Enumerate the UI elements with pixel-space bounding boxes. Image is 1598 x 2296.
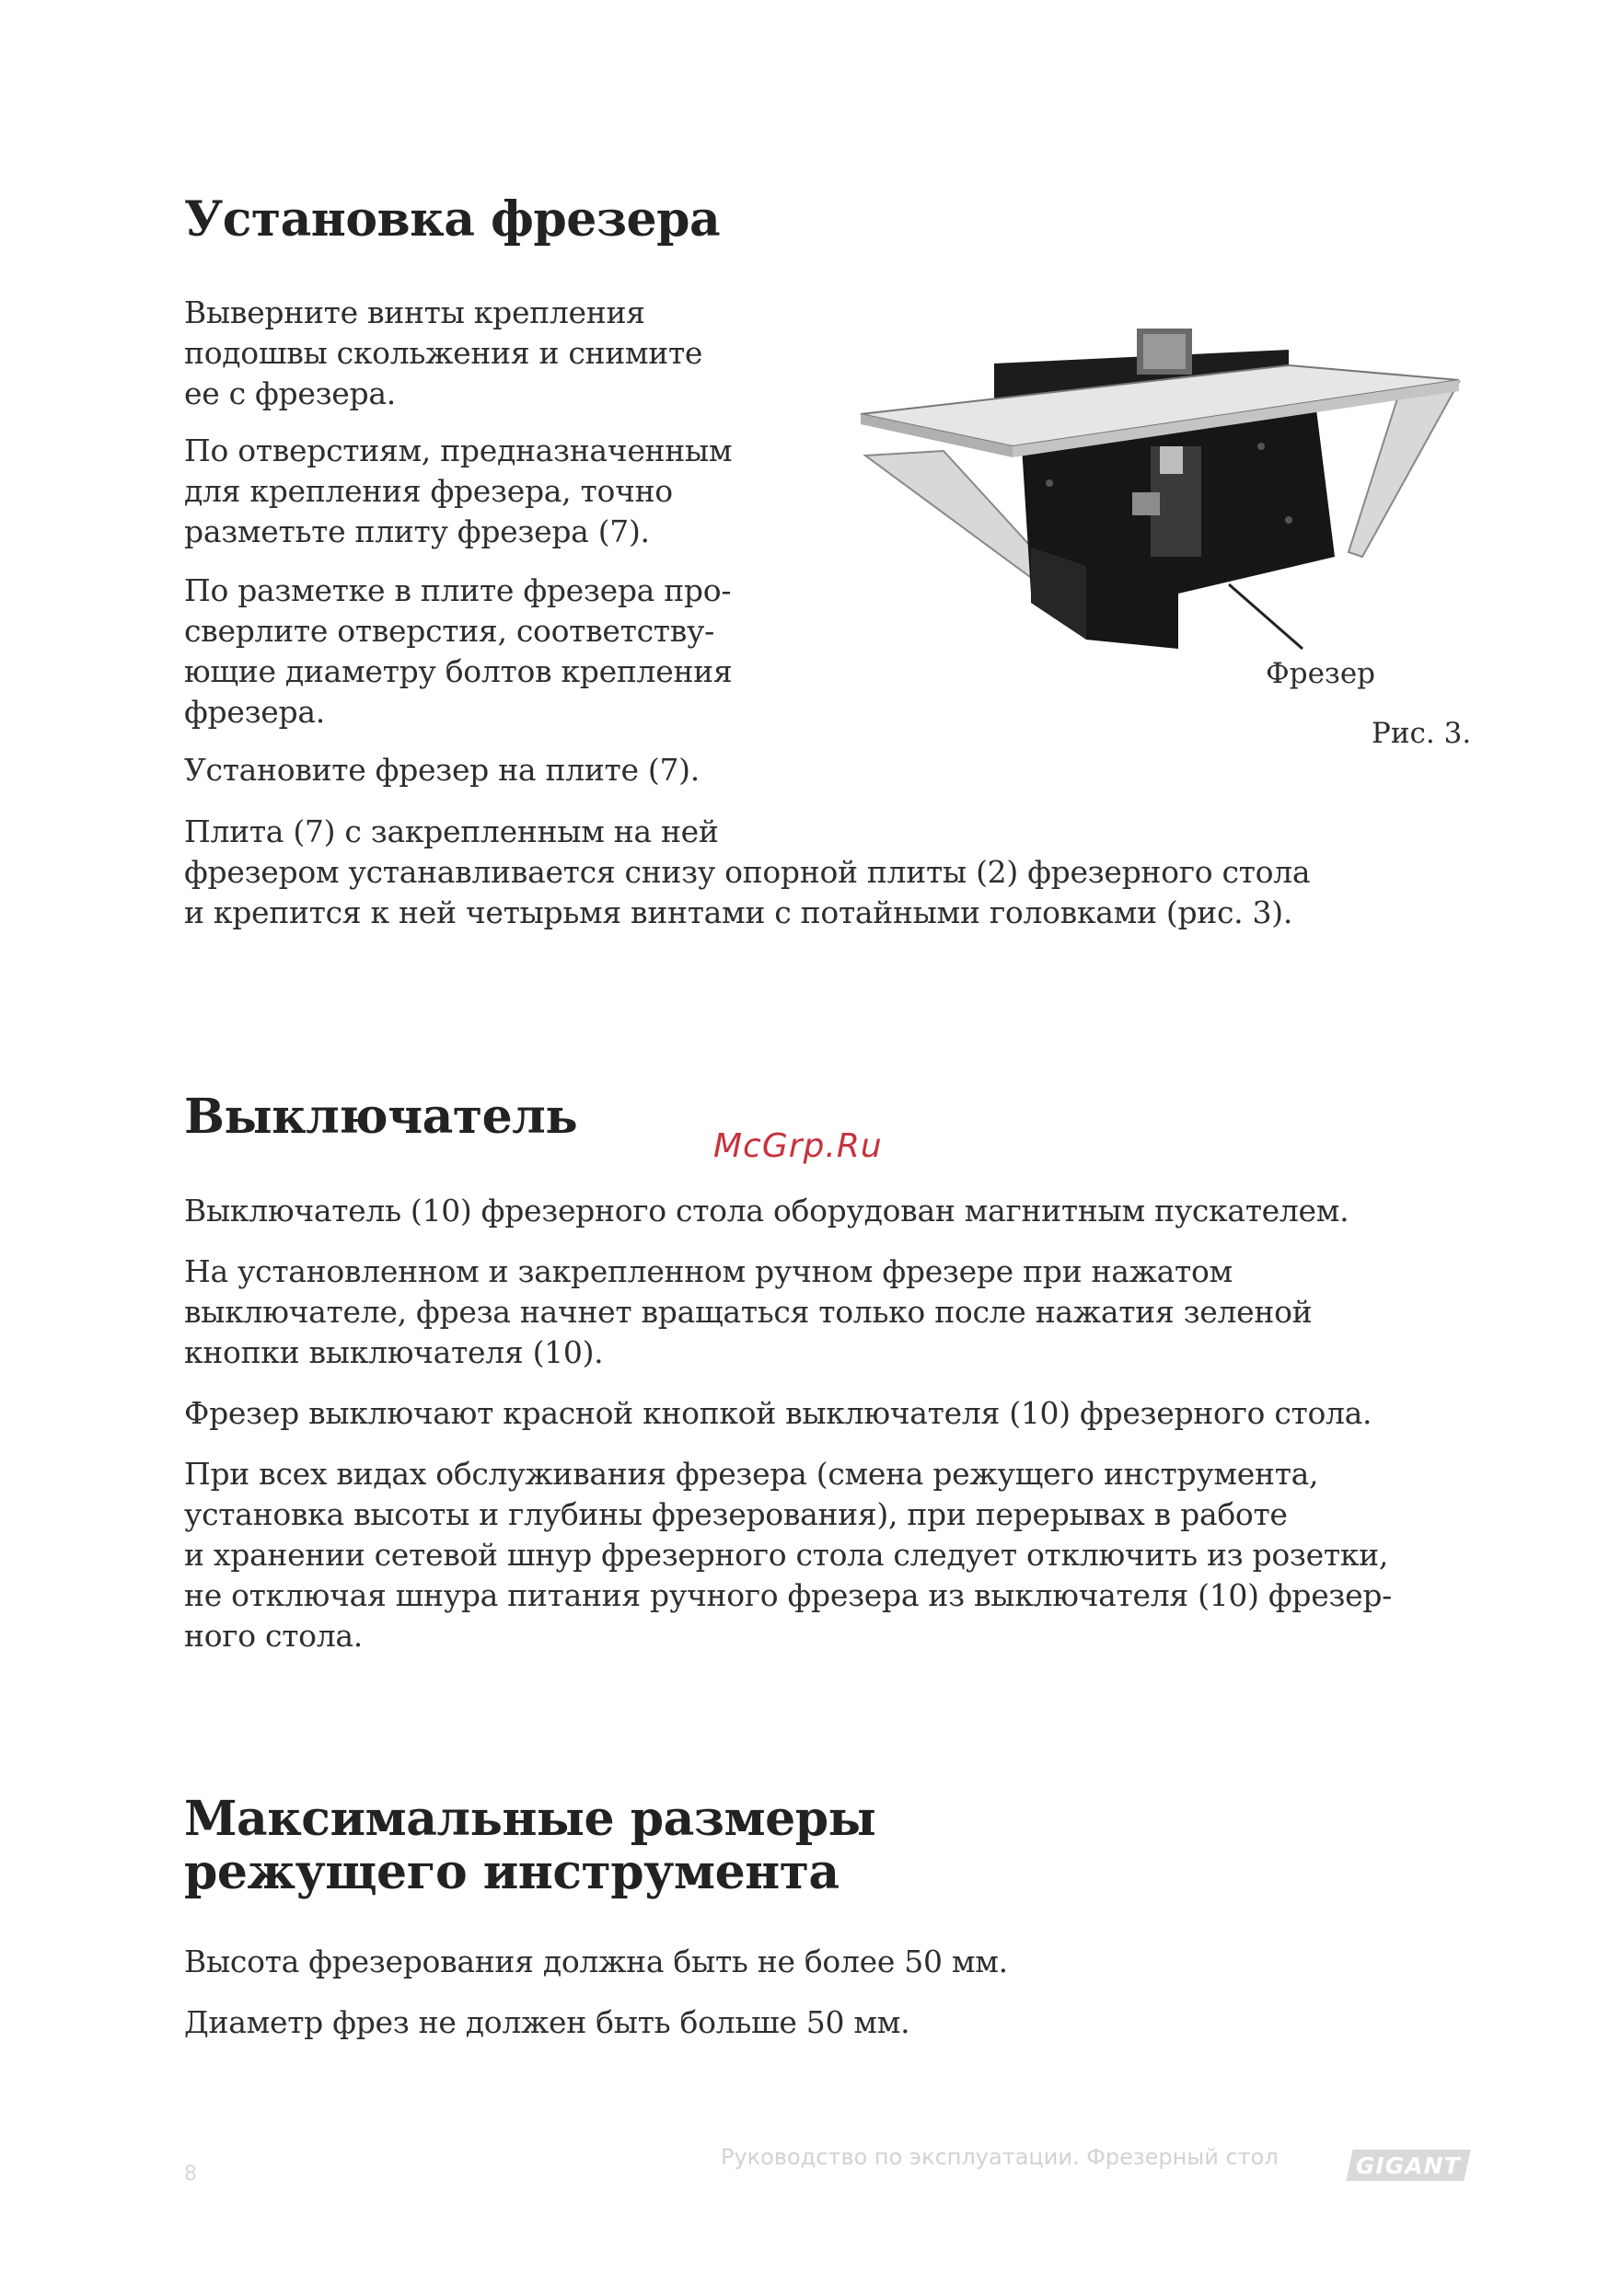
figure-caption: Рис. 3. <box>1372 717 1472 750</box>
text-line: ного стола. <box>184 1618 363 1654</box>
paragraph <box>184 1191 1349 1231</box>
section-title-max-tool-size <box>184 1793 875 1899</box>
paragraph <box>184 1942 1008 1982</box>
paragraph <box>184 431 732 552</box>
brand-logo <box>1346 2150 1470 2181</box>
text-line: Выключатель (10) фрезерного стола оборудован магнитным пускателем. <box>184 1193 1349 1229</box>
title-line: режущего инструмента <box>184 1844 840 1900</box>
text-line: ее с фрезера. <box>184 375 396 411</box>
router-table-illustration <box>856 308 1464 676</box>
title-line: Максимальные размеры <box>184 1791 876 1847</box>
text-line: Диаметр фрез не должен быть больше 50 мм. <box>184 2004 910 2040</box>
paragraph <box>184 2002 909 2043</box>
paragraph <box>184 1454 1392 1656</box>
text-line: не отключая шнура питания ручного фрезера из выключателя (10) фрезер- <box>184 1577 1393 1613</box>
page-number: 8 <box>184 2163 197 2186</box>
paragraph <box>184 750 700 790</box>
paragraph <box>184 293 702 414</box>
text-line: выключателе, фреза начнет вращаться только после нажатия зеленой <box>184 1294 1313 1330</box>
text-line: фрезером устанавливается снизу опорной плиты (2) фрезерного стола <box>184 854 1311 890</box>
paragraph <box>184 571 732 733</box>
paragraph <box>184 1252 1312 1373</box>
text-line: Высота фрезерования должна быть не более 50 мм. <box>184 1944 1008 1979</box>
footer-title: Руководство по эксплуатации. Фрезерный стол <box>721 2144 1279 2170</box>
text-line: Плита (7) с закрепленным на ней <box>184 813 719 849</box>
text-line: для крепления фрезера, точно <box>184 473 673 509</box>
text-line: кнопки выключателя (10). <box>184 1334 604 1370</box>
figure-label-router: Фрезер <box>1266 657 1376 690</box>
text-line: Установите фрезер на плите (7). <box>184 752 700 788</box>
text-line: ющие диаметру болтов крепления <box>184 653 733 689</box>
paragraph <box>184 812 1310 933</box>
text-line: фрезера. <box>184 694 325 730</box>
brand-logo-text: GIGANT <box>1356 2152 1461 2179</box>
text-line: установка высоты и глубины фрезерования), при перерывах в работе <box>184 1496 1288 1532</box>
text-line: По разметке в плите фрезера про- <box>184 572 732 608</box>
text-line: При всех видах обслуживания фрезера (смена режущего инструмента, <box>184 1456 1319 1492</box>
text-line: Фрезер выключают красной кнопкой выключателя (10) фрезерного стола. <box>184 1395 1372 1431</box>
text-line: и крепится к ней четырьмя винтами с потайными головками (рис. 3). <box>184 894 1293 930</box>
text-line: разметьте плиту фрезера (7). <box>184 513 650 549</box>
section-title-switch: Выключатель <box>184 1089 578 1145</box>
paragraph <box>184 1393 1372 1434</box>
text-line: Выверните винты крепления <box>184 294 645 330</box>
text-line: подошвы скольжения и снимите <box>184 335 703 371</box>
watermark: McGrp.Ru <box>713 1127 883 1165</box>
section-title-router-installation: Установка фрезера <box>184 191 721 248</box>
text-line: сверлите отверстия, соответству- <box>184 613 714 649</box>
text-line: На установленном и закрепленном ручном фрезере при нажатом <box>184 1253 1233 1289</box>
text-line: По отверстиям, предназначенным <box>184 433 733 468</box>
text-line: и хранении сетевой шнур фрезерного стола следует отключить из розетки, <box>184 1537 1389 1573</box>
